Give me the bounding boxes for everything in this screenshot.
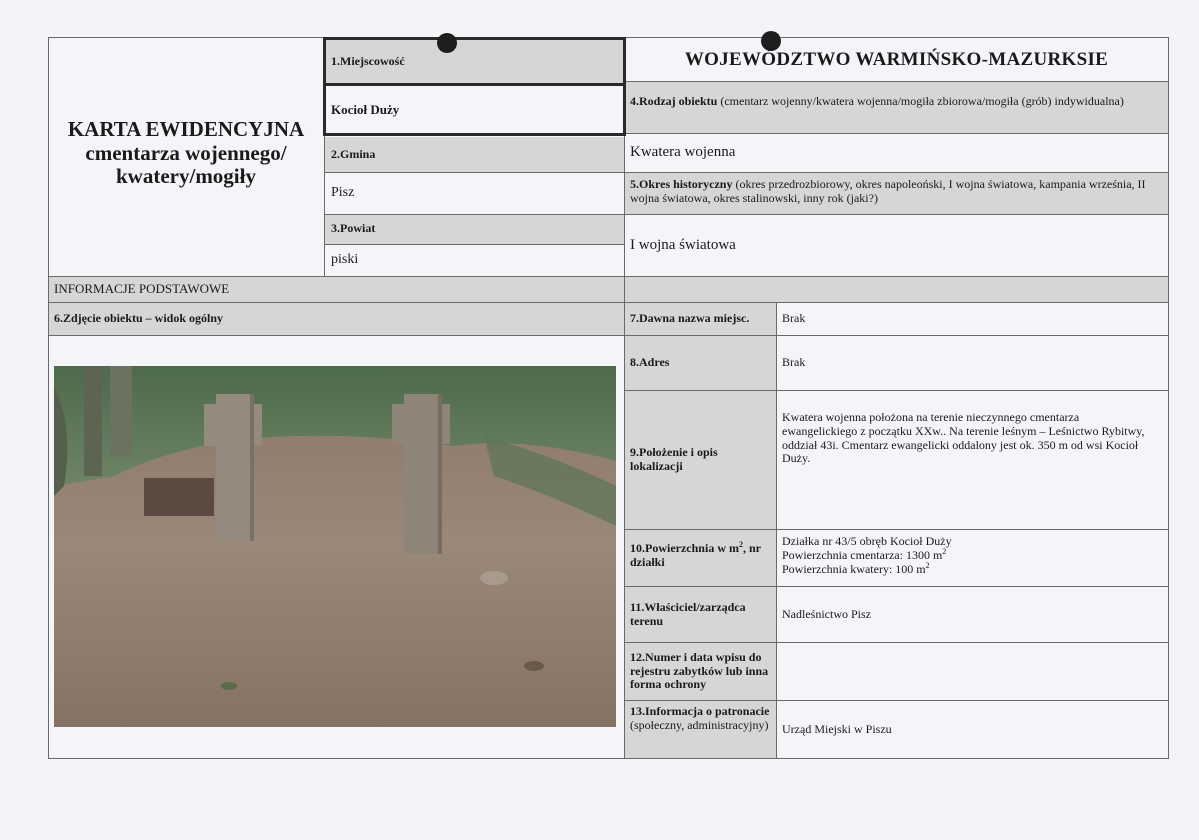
owner-label: 11.Właściciel/zarządca terenu [630,599,746,628]
address-label: 8.Adres [630,355,670,370]
period-label-title: 5.Okres historyczny [630,177,733,191]
area-label-sup: 2 [738,540,743,549]
area-label [625,530,776,586]
period-options: (okres przedrozbiorowy, okres napoleoński, I wojna światowa, kampania września, II wojna światowa, okres stalinowski, inny rok (jaki?) [630,177,1146,205]
card-title-line: KARTA EWIDENCYJNA [67,117,305,141]
patronage-label-title: 13.Informacja o patronacie [630,704,770,718]
district-value: piski [331,251,359,267]
period-label [625,173,1168,214]
location-label: 9.Położenie i opis lokalizacji [630,445,718,473]
patronage-value: Urząd Miejski w Piszu [782,721,892,736]
voivodeship-header: WOJEWÓDZTWO WARMIŃSKO-MAZURKSIE [684,48,1109,70]
area-value-line: Działka nr 43/5 obręb Kocioł Duży [782,534,952,548]
area-value-line [782,548,1163,562]
card-title-line: kwatery/mogiły [116,164,256,189]
area-value-line [782,562,1163,576]
object-type-label [625,82,1168,133]
area-value-text: Powierzchnia kwatery: 100 m [782,562,926,577]
register-label: 12.Numer i data wpisu do rejestru zabytków lub inna forma ochrony [630,649,769,692]
district-label: 3.Powiat [331,221,376,236]
locality-label: 1.Miejscowość [331,54,405,69]
location-value: Kwatera wojenna położona na terenie nieczynnego cmentarza ewangelickiego z początku XXw.. Na terenie leśnym – Leśnictwo Rybitwy, oddział 43i. Cmentarz ewangelicki oddalony jest ok. 350 m od wsi Kocioł Duży. [782,410,1145,466]
object-type-label-title: 4.Rodzaj obiektu [630,94,718,108]
commune-label: 2.Gmina [331,146,376,161]
object-type-value: Kwatera wojenna [630,144,736,161]
former-name-label: 7.Dawna nazwa miejsc. [630,311,750,326]
cemetery-photo-image [54,366,616,727]
former-name-value: Brak [782,311,806,326]
area-label-text: 10.Powierzchnia w m [630,541,739,555]
card-title-line: cmentarza wojennego/ [85,140,287,165]
commune-value: Pisz [331,184,355,200]
cemetery-photo [54,366,616,727]
register-value [777,643,1168,700]
patronage-label [625,701,776,758]
area-value-sup: 2 [925,561,930,571]
area-value [777,530,1168,586]
owner-value: Nadleśnictwo Pisz [782,606,871,621]
locality-value: Kocioł Duży [331,101,400,117]
object-type-options: (cmentarz wojenny/kwatera wojenna/mogiła zbiorowa/mogiła (grób) indywidualna) [717,94,1124,108]
area-value-text: Powierzchnia cmentarza: 1300 m [782,548,943,563]
period-value: I wojna światowa [630,236,736,253]
patronage-options: (społeczny, administracyjny) [630,717,769,732]
address-value: Brak [782,355,806,370]
area-label-rest: , nr działki [630,541,761,569]
area-value-sup: 2 [942,547,947,557]
photo-label: 6.Zdjęcie obiektu – widok ogólny [54,311,224,326]
basic-info-header: INFORMACJE PODSTAWOWE [54,281,230,297]
card-title [48,118,324,189]
